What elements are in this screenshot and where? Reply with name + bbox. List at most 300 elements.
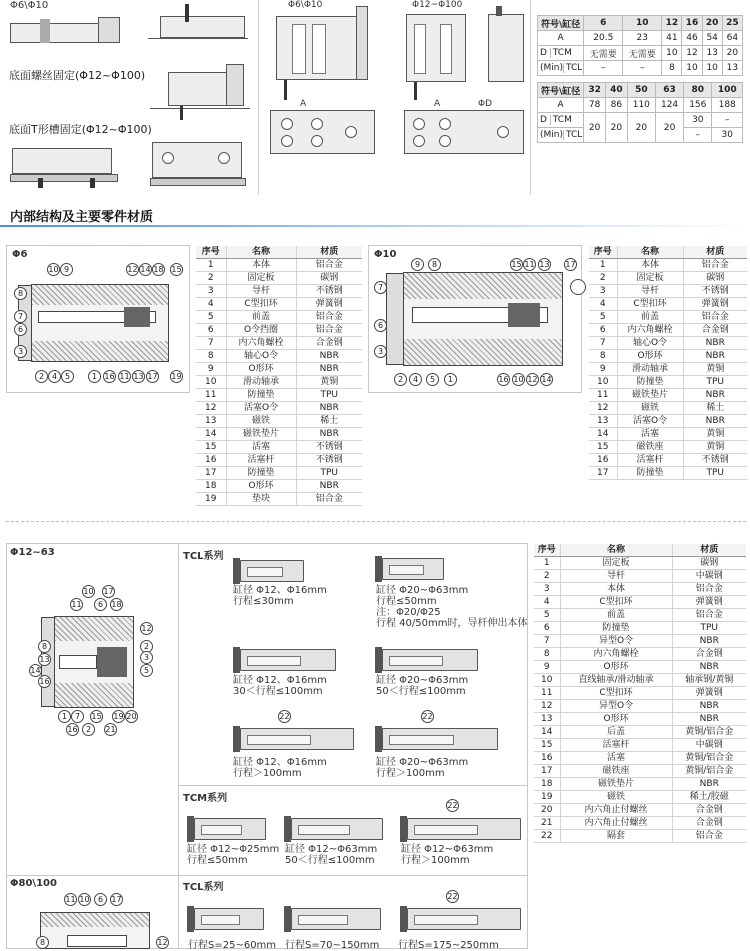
part-name: C型扣环: [560, 687, 672, 700]
tcl-text-3: [233, 675, 327, 697]
part-material: NBR: [683, 350, 747, 363]
part-material: 中碳钢: [672, 570, 746, 583]
dia-6-10-label: Φ6\Φ10: [10, 0, 49, 11]
phi10-callout: 10: [513, 375, 524, 384]
part-number: 13: [589, 415, 617, 428]
table-row: [589, 363, 747, 376]
table-row: [196, 285, 362, 298]
part-number: 9: [589, 363, 617, 376]
mount-drawing-2: [150, 0, 250, 46]
part-name: 防撞垫: [617, 376, 683, 389]
part-name: 防撞垫: [617, 467, 683, 480]
table-row: [534, 726, 746, 739]
table-row: [196, 389, 362, 402]
part-name: 垫块: [226, 493, 296, 506]
part-material: NBR: [672, 661, 746, 674]
spec2-m3: 20: [627, 113, 655, 143]
part-name: 导杆: [560, 570, 672, 583]
table-row: [589, 415, 747, 428]
spec2-tcl: TCL: [563, 130, 582, 140]
tcl-text-4: [376, 675, 468, 697]
spec2-a0: 78: [584, 98, 606, 113]
tcm-text-3-l1: 缸径 Φ12~Φ63mm: [401, 844, 494, 855]
part-material: 不锈钢: [296, 454, 362, 467]
part-name: 活塞: [226, 441, 296, 454]
spec1-tcm-label: [538, 46, 584, 61]
tcm-divider: [178, 785, 528, 786]
part-name: 前盖: [226, 311, 296, 324]
part-number: 8: [196, 350, 226, 363]
part-number: 2: [589, 272, 617, 285]
table-row: [196, 337, 362, 350]
phi12-inner-divider: [178, 543, 179, 875]
part-material: 铝合金: [683, 311, 747, 324]
spec1-tcl3: 10: [682, 61, 702, 76]
part-name: C型扣环: [617, 298, 683, 311]
table-row: [589, 337, 747, 350]
part-number: 19: [196, 493, 226, 506]
tcm-rod-3: [407, 818, 521, 840]
table-row: [589, 376, 747, 389]
phi12-callout: 21: [105, 725, 116, 734]
part-number: 13: [196, 415, 226, 428]
part-material: TPU: [683, 376, 747, 389]
part-name: O形环: [226, 480, 296, 493]
phi10-callout: 3: [374, 345, 387, 358]
part-number: 12: [196, 402, 226, 415]
part-name: O形环: [560, 713, 672, 726]
phi10-callout: 2: [394, 373, 407, 386]
part-material: 铝合金: [683, 259, 747, 272]
phi12-callout: 14: [30, 666, 41, 675]
part-material: TPU: [683, 467, 747, 480]
spec1-h5: 20: [702, 16, 722, 31]
spec2-a-label: A: [538, 98, 584, 113]
parts-header-row: [196, 246, 362, 259]
part-name: 活塞杆: [226, 454, 296, 467]
phi6-callout: 6: [14, 323, 27, 336]
table-row: [589, 467, 747, 480]
spec2-m1: 20: [584, 113, 606, 143]
phi6-callout: 2: [35, 370, 48, 383]
spec1-tcl2: 8: [662, 61, 682, 76]
part-name: 防撞垫: [226, 467, 296, 480]
spec-table-1: [537, 15, 743, 76]
phi80-mark-22: 22: [447, 892, 458, 901]
part-material: 合金钢: [672, 804, 746, 817]
phi12-section-drawing: [54, 616, 134, 708]
bottom-view-12-100: [404, 110, 524, 154]
bottom-screw-label: 底面螺丝固定(Φ12~Φ100): [9, 69, 146, 82]
part-number: 20: [534, 804, 560, 817]
part-name: 磁铁座: [617, 441, 683, 454]
tcl-rod-3: [240, 649, 336, 671]
part-material: NBR: [683, 415, 747, 428]
table-row: [534, 765, 746, 778]
phi6-callout: 1: [88, 370, 101, 383]
part-number: 1: [534, 557, 560, 570]
tcl-text-2-l2: 行程≤50mm: [376, 596, 437, 607]
part-number: 15: [589, 441, 617, 454]
part-material: TPU: [296, 467, 362, 480]
parts-header-cell: 序号: [196, 246, 226, 259]
part-number: 6: [534, 622, 560, 635]
part-name: O形环: [560, 661, 672, 674]
spec1-a4: 54: [702, 31, 722, 46]
part-number: 21: [534, 817, 560, 830]
tcm-rod-3-cap: [400, 816, 407, 842]
part-name: 防撞垫: [226, 389, 296, 402]
tcl-text-2: [376, 585, 527, 629]
part-number: 3: [534, 583, 560, 596]
table-row: [534, 557, 746, 570]
phi6-callout: 19: [171, 372, 182, 381]
bottom-tslot-label: 底面T形槽固定(Φ12~Φ100): [9, 123, 152, 136]
part-name: 磁铁: [560, 791, 672, 804]
part-material: NBR: [672, 713, 746, 726]
parts-header-row: [534, 544, 746, 557]
part-name: 内六角螺栓: [226, 337, 296, 350]
part-material: 铝合金: [296, 259, 362, 272]
part-name: C型扣环: [560, 596, 672, 609]
table-row: [534, 791, 746, 804]
tcl-text-1: [233, 585, 327, 607]
part-number: 5: [589, 311, 617, 324]
phi80-callout: 12: [157, 938, 168, 947]
part-name: O令挡圈: [226, 324, 296, 337]
part-material: 铝合金: [672, 830, 746, 843]
spec2-h0: 符号\缸径: [538, 83, 584, 98]
spec1-a-label: A: [538, 31, 584, 46]
tcl-text-5-l1: 缸径 Φ12、Φ16mm: [233, 757, 327, 768]
phi12-callout: 2: [140, 640, 153, 653]
part-material: 稀土: [683, 402, 747, 415]
part-number: 2: [534, 570, 560, 583]
phi6-callout: 5: [61, 370, 74, 383]
tcm-text-2: [285, 844, 377, 866]
tcl-rod-4-cap: [375, 647, 382, 673]
part-name: 固定板: [617, 272, 683, 285]
part-number: 16: [589, 454, 617, 467]
phi10-title: Φ10: [374, 249, 397, 260]
part-material: 不锈钢: [296, 441, 362, 454]
part-material: 铝合金: [672, 583, 746, 596]
part-number: 7: [534, 635, 560, 648]
phi10-callout: 5: [426, 373, 439, 386]
part-name: 前盖: [617, 311, 683, 324]
tcl-text-4-l2: 50＜行程≤100mm: [376, 686, 466, 697]
part-name: C型扣环: [226, 298, 296, 311]
table-row: [589, 441, 747, 454]
phi80-divider: [6, 875, 528, 876]
part-material: 黄铜/铝合金: [672, 726, 746, 739]
part-name: 固定板: [226, 272, 296, 285]
phi12-callout: 5: [140, 664, 153, 677]
table-row: [534, 570, 746, 583]
phi80-rod-2-cap: [284, 906, 291, 932]
spec1-a2: 41: [662, 31, 682, 46]
part-name: 本体: [226, 259, 296, 272]
table-row: [196, 428, 362, 441]
table-row: [534, 700, 746, 713]
phi80-title: Φ80\100: [10, 878, 57, 889]
part-name: 磁铁垫片: [560, 778, 672, 791]
tcl-rod-6: [382, 728, 498, 750]
part-material: NBR: [296, 402, 362, 415]
phi10-callout: 14: [541, 375, 552, 384]
tcl-rod-2-cap: [375, 556, 382, 582]
part-number: 9: [196, 363, 226, 376]
spec1-tcm2: 10: [662, 46, 682, 61]
part-name: 异型O令: [560, 635, 672, 648]
spec1-h0: 符号\缸径: [538, 16, 584, 31]
part-name: 活塞: [560, 752, 672, 765]
table-row: [534, 661, 746, 674]
spec2-h2: 40: [606, 83, 628, 98]
phi12-callout: 11: [71, 600, 82, 609]
part-name: 活塞杆: [617, 454, 683, 467]
part-material: 碳钢: [672, 557, 746, 570]
part-name: 防撞垫: [560, 622, 672, 635]
part-number: 16: [534, 752, 560, 765]
part-material: 不锈钢: [296, 285, 362, 298]
tcm-text-3-l2: 行程＞100mm: [401, 855, 470, 866]
spec2-tcm100: –: [712, 113, 743, 128]
parts-header-cell: 材质: [296, 246, 362, 259]
table-row: [589, 324, 747, 337]
phi10-callout: 4: [409, 373, 422, 386]
tcl-text-2-l3: 注：Φ20/Φ25: [376, 607, 441, 618]
part-number: 18: [196, 480, 226, 493]
part-number: 14: [589, 428, 617, 441]
part-number: 5: [196, 311, 226, 324]
part-number: 12: [534, 700, 560, 713]
part-name: 隔套: [560, 830, 672, 843]
spec2-tcl-label: [538, 128, 584, 143]
table-row: [196, 376, 362, 389]
part-material: 弹簧钢: [683, 298, 747, 311]
spec1-tcm1: 无需要: [623, 46, 662, 61]
part-number: 22: [534, 830, 560, 843]
phi10-callout: 9: [411, 258, 424, 271]
tcl-rod-5-cap: [233, 726, 240, 752]
part-material: NBR: [672, 778, 746, 791]
part-name: 导杆: [226, 285, 296, 298]
part-name: 本体: [560, 583, 672, 596]
part-number: 1: [196, 259, 226, 272]
table-row: [196, 454, 362, 467]
tcl-text-2-l1: 缸径 Φ20~Φ63mm: [376, 585, 469, 596]
spec1-tcl0: –: [584, 61, 623, 76]
tcl-text-4-l1: 缸径 Φ20~Φ63mm: [376, 675, 469, 686]
table-row: [589, 285, 747, 298]
tcl-rod-1-cap: [233, 558, 240, 584]
spec1-h4: 16: [682, 16, 702, 31]
phi10-callout: 8: [428, 258, 441, 271]
spec1-h3: 12: [662, 16, 682, 31]
part-number: 3: [589, 285, 617, 298]
part-number: 2: [196, 272, 226, 285]
phi12-callout: 20: [126, 712, 137, 721]
table-row: [196, 298, 362, 311]
spec2-tcm: TCM: [550, 115, 572, 125]
table-row: [534, 609, 746, 622]
part-number: 8: [534, 648, 560, 661]
part-number: 4: [196, 298, 226, 311]
tcm-text-1: [187, 844, 279, 866]
part-number: 19: [534, 791, 560, 804]
spec1-h2: 10: [623, 16, 662, 31]
phi10-callout: 12: [527, 375, 538, 384]
phi10-callout: 15: [511, 260, 522, 269]
bottom-screw-drawing: [150, 62, 250, 120]
tcl-rod-2: [382, 558, 444, 580]
table-row: [196, 467, 362, 480]
part-material: NBR: [672, 635, 746, 648]
spec1-tcm5: 20: [722, 46, 742, 61]
tcl-text-5-l2: 行程＞100mm: [233, 768, 302, 779]
dim-a-label-1: A: [300, 99, 307, 109]
part-name: 磁铁垫片: [617, 389, 683, 402]
part-number: 14: [196, 428, 226, 441]
part-number: 4: [589, 298, 617, 311]
part-material: 铝合金: [296, 493, 362, 506]
spec2-d: D: [540, 115, 547, 125]
part-name: 内六角止付螺丝: [560, 817, 672, 830]
tcl-text-1-l1: 缸径 Φ12、Φ16mm: [233, 585, 327, 596]
part-material: NBR: [296, 428, 362, 441]
spec1-tcl-label: [538, 61, 584, 76]
part-number: 11: [589, 389, 617, 402]
phi-d-label: ΦD: [478, 99, 493, 109]
spec2-m4: 20: [655, 113, 683, 143]
table-row: [196, 324, 362, 337]
phi6-title: Φ6: [12, 249, 28, 260]
part-material: 铝合金: [296, 324, 362, 337]
spec2-a2: 110: [627, 98, 655, 113]
tcm-rod-1: [194, 818, 266, 840]
phi10-callout: 11: [524, 260, 535, 269]
bottom-view-6-10: [270, 110, 375, 154]
part-name: 磁铁垫片: [226, 428, 296, 441]
part-number: 10: [589, 376, 617, 389]
table-row: [196, 363, 362, 376]
phi80-callout: 11: [65, 895, 76, 904]
phi12-parts-table: [534, 544, 746, 843]
part-material: 碳钢: [683, 272, 747, 285]
part-number: 5: [534, 609, 560, 622]
spec1-tcm: TCM: [550, 48, 572, 58]
part-name: 活塞O令: [617, 415, 683, 428]
phi10-callout: 1: [444, 373, 457, 386]
tcl-text-6-l2: 行程＞100mm: [376, 768, 445, 779]
part-number: 7: [196, 337, 226, 350]
part-number: 12: [589, 402, 617, 415]
tcl-text-6: [376, 757, 468, 779]
spec1-a1: 23: [623, 31, 662, 46]
part-material: 轴承钢/黄铜: [672, 674, 746, 687]
spec2-h1: 32: [584, 83, 606, 98]
phi6-callout: 3: [14, 345, 27, 358]
phi12-callout: 10: [83, 587, 94, 596]
part-material: 铝合金: [672, 609, 746, 622]
phi80-callout: 17: [111, 895, 122, 904]
part-name: O形环: [617, 350, 683, 363]
tcl-text-3-l1: 缸径 Φ12、Φ16mm: [233, 675, 327, 686]
phi6-callout: 9: [60, 263, 73, 276]
phi80-rod-1: [194, 908, 264, 930]
phi6-callout: 17: [147, 372, 158, 381]
phi6-body: [31, 284, 169, 362]
table-row: [534, 752, 746, 765]
parts-header-cell: 名称: [617, 246, 683, 259]
part-number: 15: [196, 441, 226, 454]
phi6-callout: 14: [140, 265, 151, 274]
mid-12-100-label: Φ12~Φ100: [412, 0, 463, 10]
table-row: [196, 493, 362, 506]
phi6-callout: 16: [104, 372, 115, 381]
parts-header-cell: 序号: [589, 246, 617, 259]
table-row: [534, 687, 746, 700]
phi80-tcl-title: TCL系列: [183, 882, 224, 893]
phi12-callout: 15: [91, 712, 102, 721]
table-row: [589, 389, 747, 402]
phi80-callout: 10: [79, 895, 90, 904]
part-number: 7: [589, 337, 617, 350]
table-row: [534, 830, 746, 843]
section-title: 内部结构及主要零件材质: [10, 210, 154, 225]
spec1-tcm4: 13: [702, 46, 722, 61]
part-material: 弹簧钢: [672, 687, 746, 700]
table-row: [534, 622, 746, 635]
table-row: [196, 259, 362, 272]
table-row: [196, 480, 362, 493]
phi80-callout: 6: [94, 893, 107, 906]
part-number: 15: [534, 739, 560, 752]
spec1-tcm0: 无需要: [584, 46, 623, 61]
table-row: [534, 817, 746, 830]
phi12-callout: 1: [58, 710, 71, 723]
tcm-text-1-l2: 行程≤50mm: [187, 855, 248, 866]
part-material: 铝合金: [296, 311, 362, 324]
phi80-text-2: 行程S=70~150mm: [285, 940, 380, 951]
tcm-rod-1-cap: [187, 816, 194, 842]
part-number: 3: [196, 285, 226, 298]
phi6-callout: 15: [171, 265, 182, 274]
part-name: 磁铁: [617, 402, 683, 415]
phi80-rod-1-cap: [187, 906, 194, 932]
phi80-rod-2: [291, 908, 381, 930]
spec2-a5: 188: [712, 98, 743, 113]
part-name: 磁铁座: [560, 765, 672, 778]
part-number: 11: [534, 687, 560, 700]
part-material: 中碳钢: [672, 739, 746, 752]
part-material: 碳钢: [296, 272, 362, 285]
dim-a-label-2: A: [434, 99, 441, 109]
tcl-rod-3-cap: [233, 647, 240, 673]
phi80-text-1: 行程S=25~60mm: [188, 940, 277, 951]
table-row: [534, 778, 746, 791]
spec1-tcl4: 10: [702, 61, 722, 76]
part-material: 合金钢: [672, 648, 746, 661]
spec1-tcm3: 12: [682, 46, 702, 61]
top-divider: [258, 0, 259, 195]
tcl-text-2-l4: 行程 40/50mm时，导杆伸出本体: [376, 618, 528, 629]
table-row: [534, 596, 746, 609]
tcl-mark-22-a: 22: [279, 712, 290, 721]
part-name: 本体: [617, 259, 683, 272]
table-row: [534, 635, 746, 648]
